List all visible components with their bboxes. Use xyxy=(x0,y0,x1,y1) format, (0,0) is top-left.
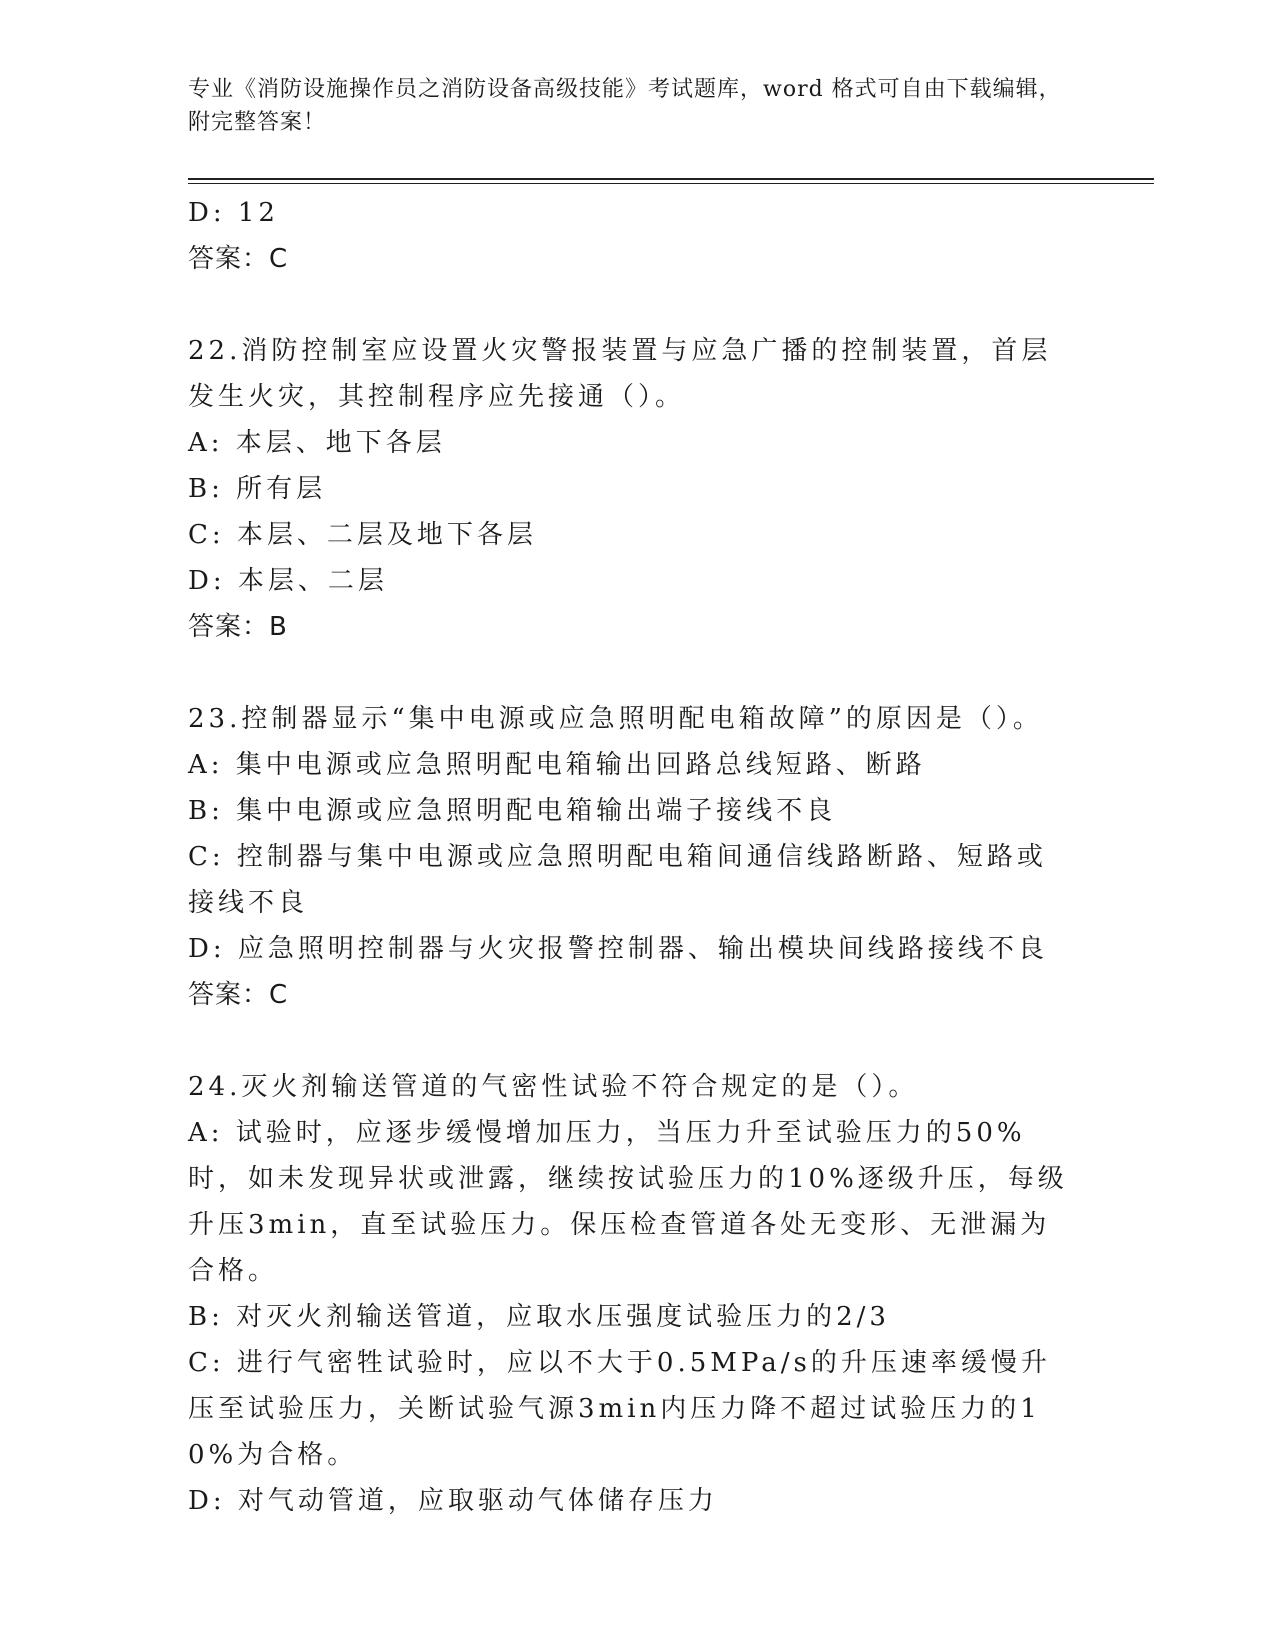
option-c: C: 本层、二层及地下各层 xyxy=(188,520,537,550)
option-b: B: 集中电源或应急照明配电箱输出端子接线不良 xyxy=(188,796,837,826)
spacer xyxy=(188,1018,1068,1064)
option-a: A: 试验时，应逐步缓慢增加压力，当压力升至试验压力的50%时，如未发现异状或泄露，继续按试验压力的10%逐级升压，每级升压3min，直至试验压力。保压检查管道各处无变形、无泄漏为合格。 xyxy=(188,1118,1068,1286)
answer: 答案：C xyxy=(188,244,289,274)
option-c: C: 进行气密牲试验时，应以不大于0.5MPa/s的升压速率缓慢升压至试验压力，关断试验气源3min内压力降不超过试验压力的10%为合格。 xyxy=(188,1348,1051,1470)
option-d: D: 本层、二层 xyxy=(188,566,388,596)
spacer xyxy=(188,282,1068,328)
document-body xyxy=(188,190,1068,1524)
question-23 xyxy=(188,696,1068,1018)
question-21-tail xyxy=(188,190,1068,282)
question-stem: 24.灭火剂输送管道的气密性试验不符合规定的是（）。 xyxy=(188,1072,919,1102)
spacer xyxy=(188,650,1068,696)
option-d: D: 12 xyxy=(188,198,279,228)
option-d: D: 对气动管道，应取驱动气体储存压力 xyxy=(188,1486,718,1516)
document-header: 专业《消防设施操作员之消防设备高级技能》考试题库，word 格式可自由下载编辑，附完整答案！ xyxy=(188,77,1062,135)
header-rule-thin xyxy=(188,183,1154,184)
option-a: A: 本层、地下各层 xyxy=(188,428,446,458)
question-stem: 23.控制器显示“集中电源或应急照明配电箱故障”的原因是（）。 xyxy=(188,704,1043,734)
option-b: B: 所有层 xyxy=(188,474,327,504)
option-a: A: 集中电源或应急照明配电箱输出回路总线短路、断路 xyxy=(188,750,926,780)
question-22 xyxy=(188,328,1068,650)
option-b: B: 对灭火剂输送管道，应取水压强度试验压力的2/3 xyxy=(188,1302,890,1332)
answer: 答案：C xyxy=(188,980,289,1010)
question-24 xyxy=(188,1064,1068,1524)
answer: 答案：B xyxy=(188,612,288,642)
header-rule-thick xyxy=(188,178,1154,180)
option-c: C: 控制器与集中电源或应急照明配电箱间通信线路断路、短路或接线不良 xyxy=(188,842,1047,918)
option-d: D: 应急照明控制器与火灾报警控制器、输出模块间线路接线不良 xyxy=(188,934,1048,964)
question-stem: 22.消防控制室应设置火灾警报装置与应急广播的控制装置，首层发生火灾，其控制程序应先接通（）。 xyxy=(188,336,1052,412)
